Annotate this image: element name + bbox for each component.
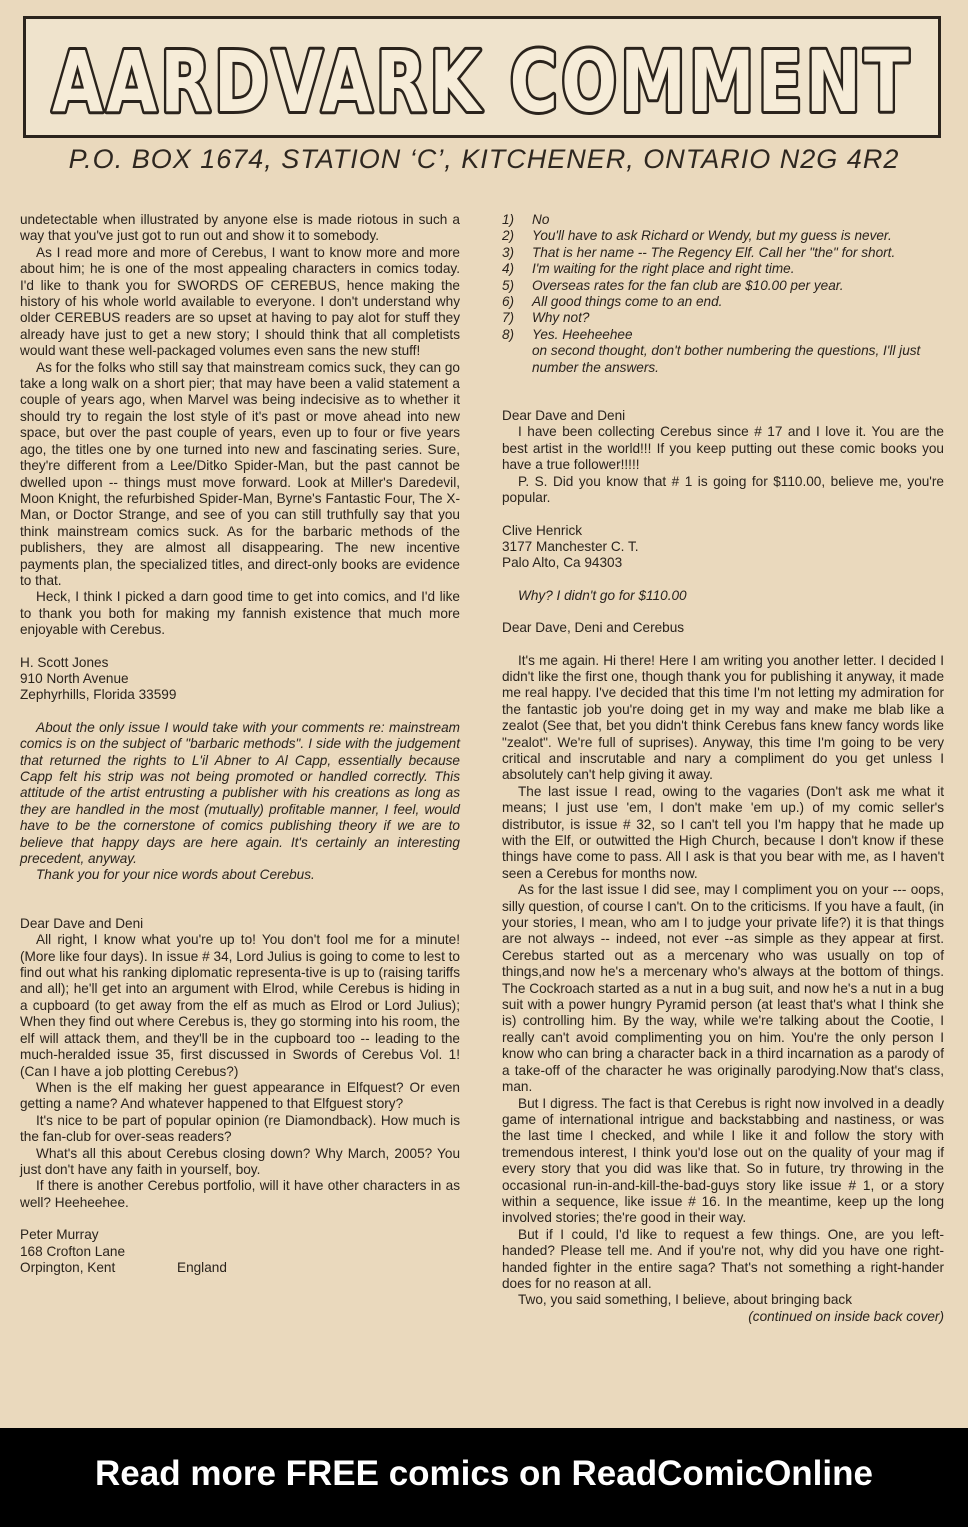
letter2-paragraph: What's all this about Cerebus closing down? Why March, 2005? You just don't have any faith in yourself, boy. [20,1145,460,1177]
letter2-paragraph: When is the elf making her guest appearance in Elfquest? Or even getting a name? And whatever happened to that Elfguest story? [20,1079,460,1112]
letter1-paragraph: As I read more and more of Cerebus, I want to know more and more about him; he is one of the most appealing characters in comics today. I'd like to thank you for SWORDS OF CEREBUS, hence making the history of his whole world available to everyone. I don't understand why older CEREBUS readers are so upset at having to pay alot for stuff they already have just to get a new story; I should think that all completists would want these well-packaged volumes even sans the new stuff! [20,244,460,359]
letter3-paragraph: P. S. Did you know that # 1 is going for $110.00, believe me, you're popular. [502,473,944,506]
masthead [23,16,941,138]
letter2-salutation: Dear Dave and Deni [20,915,144,931]
answer-item: 2) You'll have to ask Richard or Wendy, but my guess is never. [502,228,892,244]
answer-item: 6) All good things come to an end. [502,294,723,310]
editor-reply-1-thanks: Thank you for your nice words about Cerebus. [36,867,315,883]
letter1-paragraph: Heck, I think I picked a darn good time to get into comics, and I'd like to thank you both for making my fannish existence that much more enjoyable with Cerebus. [20,589,460,638]
left-column [20,212,460,1276]
answer-note: on second thought, don't bother numbering the questions, I'll just number the answers. [532,343,921,375]
letter1-paragraph: undetectable when illustrated by anyone else is made riotous in such a way that you've just got to run out and show it to somebody. [20,212,460,244]
letter3-paragraph: I have been collecting Cerebus since # 17 and I love it. You are the best artist in the world!!! If you keep putting out these comic books you have a true follower!!!!! [502,424,944,473]
letter4-paragraph: The last issue I read, owing to the vagaries (Don't ask me what it means; I just use 'em, I don't make 'em up.) of my comic seller's distributor, is issue # 32, so I can't tell you I'm happy that he made up with the Elf, or outwitted the High Church, because I don't know if these things have come to pass. All I ask is that you bear with me, as I haven't seen a Cerebus for months now. [502,783,944,881]
letter3-signature-city: Palo Alto, Ca 94303 [502,555,623,571]
letter1-signature-street: 910 North Avenue [20,670,129,686]
promo-banner[interactable] [0,1428,968,1527]
answer-item: 8) Yes. Heeheehee [502,326,633,342]
letter4-salutation: Dear Dave, Deni and Cerebus [502,620,685,636]
letter4-paragraph: But I digress. The fact is that Cerebus is right now involved in a deadly game of international intrigue and backstabbing and nastiness, or was the last time I checked, and while I like it and follow the story with tremendous interest, I think you'd lose out on the quality of your mag if every story that you did was like that. So in future, try throwing in the occasional run-in-and-kill-the-bad-guys story like issue # 1, or a story within a sequence, like issue # 16. In the meantime, keep up the long involved stories; the're good in their way. [502,1095,944,1226]
letter4-paragraph: It's me again. Hi there! Here I am writing you another letter. I decided I didn't like the first one, though thank you for publishing it anyway, it made me real happy. I've decided that this time I'm not letting my admiration for the fantastic job you're doing get in my way and make me blab like a zealot (See that, bet you didn't think Cerebus fans knew fancy words like "zealot". We're full of suprises). Anyway, this time I'm going to be very critical and inscrutable and nary a compliment do you get unless I absolutely can't help giving it away. [502,652,944,783]
letter1-signature-city: Zephyrhills, Florida 33599 [20,687,177,703]
letter4-paragraph: As for the last issue I did see, may I compliment you on your --- oops, silly question, of course I can't. On to the criticisms. If you have a fault, (in your stories, I mean, who am I to judge your private life?) it is that things are not always -- indeed, not ever --as simple as they appear at first. Cerebus started out as a mercenary who was usually on top of things,and now he's a mercenary who's always at the bottom of things. The Cockroach started as a nut in a bug suit, and now he's a nut in a bug suit with a power hungry Pyramid person (at least that's what I think she is) controlling him. By the way, while we're talking about the Cootie, I really can't avoid complimenting you on him. You're the only person I know who can bring a character back in a third incarnation as a parody of a take-off of the character he was originally parodying.Now that's class, man. [502,882,944,1095]
editor-reply-1: About the only issue I would take with your comments re: mainstream comics is on the subject of "barbaric methods". I side with the judgement that returned the rights to L'il Abner to Al Capp, essentially because Capp felt his strip was not being promoted or handled correctly. This attitude of the artist entrusting a publisher with his creations as long as they are handled in the most (mutually) profitable manner, I feel, would have to be the cornerstone of comics publishing theory if we are to believe that happy days are here again. It's certainly an interesting precedent, anyway. [20,719,460,867]
letter2-paragraph: It's nice to be part of popular opinion (re Diamondback). How much is the fan-club for over-seas readers? [20,1112,460,1145]
numbered-answers [502,212,944,376]
letter1-signature-name: H. Scott Jones [20,654,109,670]
letter2-signature-city-line [20,1260,460,1276]
mailing-address: P.O. BOX 1674, STATION ‘C’, KITCHENER, ONTARIO N2G 4R2 [68,144,900,174]
letter1-paragraph: As for the folks who still say that mainstream comics suck, they can go take a long walk on a short pier; that may have been a valid statement a couple of years ago, when Marvel was being indecisive as to whether it should try to regain the lost style of it's past or move ahead into new space, but over the past couple of years, even up to four or five years ago, the titles one by one turned into new and fascinating series. Sure, they're different from a Lee/Ditko Spider-Man, but the past cannot be dwelled upon -- things must move forward. Look at Miller's Daredevil, Moon Knight, the refurbished Spider-Man, Byrne's Fantastic Four, The X-Man, or Doctor Strange, and see of you can still truthfully say that you think mainstream comics suck. As for the barbaric methods of the publishers, they are almost all disappearing. The new incentive payments plan, the specialized titles, and direct-only books are evidence to that. [20,359,460,588]
letter2-paragraph: If there is another Cerebus portfolio, will it have other characters in as well? Heeheehee. [20,1178,460,1210]
letter2-signature-name: Peter Murray [20,1227,99,1243]
letter2-signature-country: England [177,1259,227,1275]
letter2-paragraph: All right, I know what you're up to! You don't fool me for a minute! (More like four days). In issue # 34, Lord Julius is going to come to lest to find out what his ranking diplomatic representa-tive is up to (raising tariffs and all); he'll get into an argument with Elrod, while Cerebus is hiding in a cupboard (to get away from the elf as much as Elrod or Lord Julius); When they find out where Cerebus is, they go storming into his room, the elf will attack them, and they'll be in the cupboard too -- leading to the much-heralded issue 35, first discussed in Swords of Cerebus Vol. 1! (Can I have a job plotting Cerebus?) [20,932,460,1079]
promo-banner-text[interactable]: Read more FREE comics on ReadComicOnline [95,1454,873,1493]
letter4-paragraph: Two, you said something, I believe, about bringing back [518,1292,853,1308]
masthead-title-logo [26,19,938,135]
letter3-signature-street: 3177 Manchester C. T. [502,538,639,554]
answer-item: 3) That is her name -- The Regency Elf. Call her "the" for short. [502,244,896,260]
answer-item: 4) I'm waiting for the right place and right time. [502,261,795,277]
letter3-salutation: Dear Dave and Deni [502,408,626,424]
answer-item: 5) Overseas rates for the fan club are $10.00 per year. [502,277,844,293]
answer-item: 7) Why not? [502,310,590,326]
editor-reply-3: Why? I didn't go for $110.00 [518,587,687,603]
letter2-signature-street: 168 Crofton Lane [20,1243,126,1259]
continued-note: (continued on inside back cover) [748,1308,944,1324]
masthead-title: AARDVARK COMMENT [52,33,912,131]
letter2-signature-city: Orpington, Kent [20,1259,116,1275]
letter3-signature-name: Clive Henrick [502,522,583,538]
answer-item: 1) No [502,212,550,227]
right-column [502,212,944,1325]
letter4-paragraph: But if I could, I'd like to request a few things. One, are you left-handed? Please tell me. And if you're not, why did you have one right-handed fighter in the entire saga? That's not something a right-hander does for no reason at all. [502,1226,944,1291]
